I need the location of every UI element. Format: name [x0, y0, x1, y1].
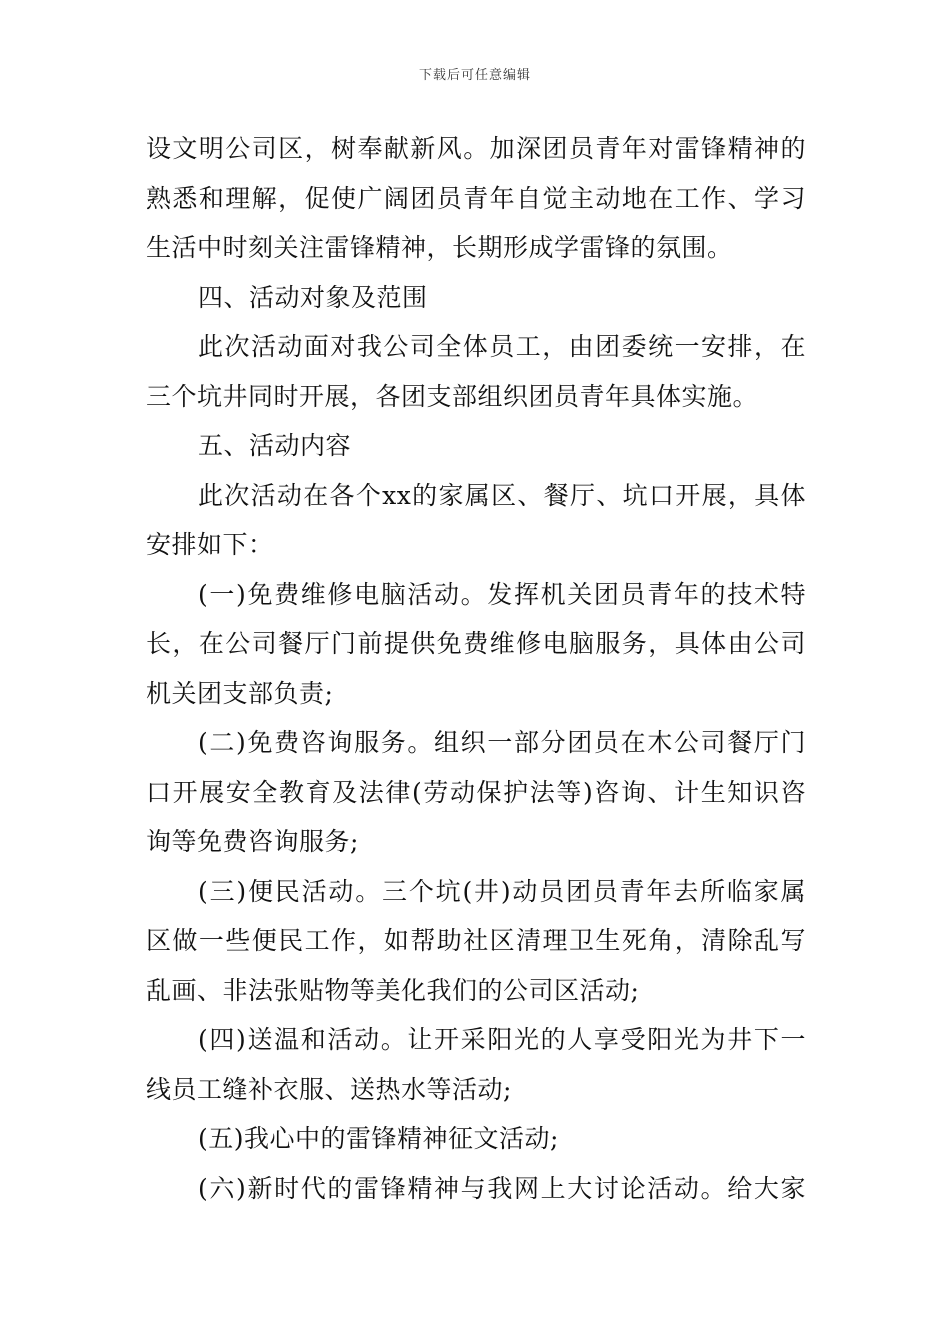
- text-line: (六)新时代的雷锋精神与我网上大讨论活动。给大家: [198, 1173, 806, 1203]
- text-line: (三)便民活动。三个坑(井)动员团员青年去所临家属: [198, 876, 806, 906]
- text-line: (一)免费维修电脑活动。发挥机关团员青年的技术特: [198, 579, 806, 609]
- text-line: 乱画、非法张贴物等美化我们的公司区活动;: [146, 975, 640, 1005]
- text-line: (二)免费咨询服务。组织一部分团员在木公司餐厅门: [198, 728, 806, 757]
- text-line: 区做一些便民工作，如帮助社区清理卫生死角，清除乱写: [146, 926, 806, 955]
- text-line: (五)我心中的雷锋精神征文活动;: [198, 1124, 559, 1153]
- text-line: 五、活动内容: [198, 431, 352, 460]
- text-line: 设文明公司区，树奉献新风。加深团员青年对雷锋精神的: [146, 134, 806, 163]
- text-line: 三个坑井同时开展，各团支部组织团员青年具体实施。: [146, 381, 759, 411]
- page-header: 下载后可任意编辑: [418, 68, 531, 83]
- text-line: 机关团支部负责;: [146, 678, 334, 708]
- document-body: [146, 124, 806, 1213]
- text-line: 此次活动在各个xx的家属区、餐厅、坑口开展，具体: [198, 480, 806, 510]
- text-line: 询等免费咨询服务;: [146, 827, 359, 856]
- text-line: 四、活动对象及范围: [198, 282, 428, 312]
- text-line: 安排如下：: [146, 530, 274, 559]
- text-line: 生活中时刻关注雷锋精神，长期形成学雷锋的氛围。: [146, 233, 733, 262]
- text-line: 熟悉和理解，促使广阔团员青年自觉主动地在工作、学习: [146, 183, 806, 213]
- text-line: 长，在公司餐厅门前提供免费维修电脑服务，具体由公司: [146, 629, 806, 658]
- text-line: 口开展安全教育及法律(劳动保护法等)咨询、计生知识咨: [146, 777, 806, 807]
- text-line: 线员工缝补衣服、送热水等活动;: [146, 1074, 512, 1104]
- text-line: (四)送温和活动。让开采阳光的人享受阳光为井下一: [198, 1025, 806, 1054]
- text-line: 此次活动面对我公司全体员工，由团委统一安排，在: [198, 332, 806, 361]
